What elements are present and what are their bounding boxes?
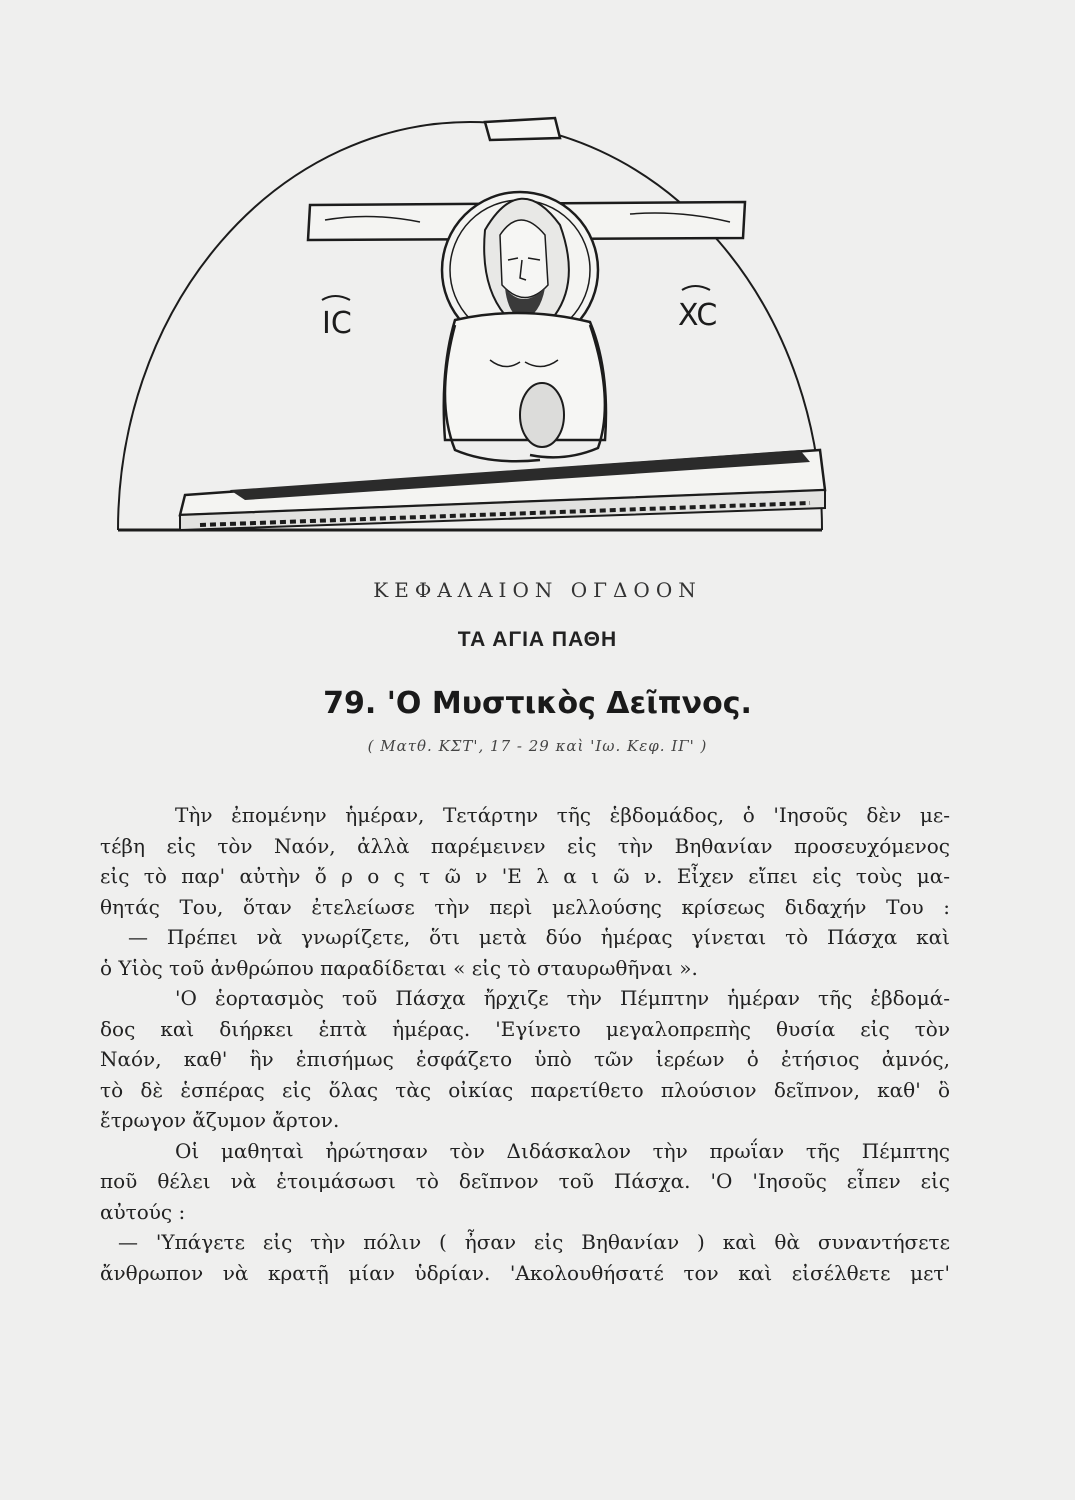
body-line: ἔτρωγον ἄζυμον ἄρτον. [100, 1108, 340, 1132]
body-line: — Πρέπει νὰ γνωρίζετε, ὅτι μετὰ δύο ἡμέρας γίνεται τὸ Πάσχα καὶ [128, 925, 950, 949]
section-title: 79. 'Ο Μυστικὸς Δεῖπνος. [323, 686, 752, 721]
body-line: τὸ δὲ ἑσπέρας εἰς ὅλας τὰς οἰκίας παρετίθετο πλούσιον δεῖπνον, καθ' ὃ [100, 1077, 950, 1102]
part-title: ΤΑ ΑΓΙΑ ΠΑΘΗ [457, 628, 618, 651]
body-line: ποῦ θέλει νὰ ἑτοιμάσωσι τὸ δεῖπνον τοῦ Πάσχα. 'Ο 'Ιησοῦς εἶπεν εἰς [100, 1169, 950, 1193]
body-line: τέβη εἰς τὸν Ναόν, ἀλλὰ παρέμεινεν εἰς τὴν Βηθανίαν προσευχόμενος [100, 833, 950, 858]
body-text [100, 800, 950, 1288]
body-line: Οἱ μαθηταὶ ἠρώτησαν τὸν Διδάσκαλον τὴν πρωΐαν τῆς Πέμπτης [175, 1138, 950, 1163]
body-line: ἄνθρωπον νὰ κρατῇ μίαν ὑδρίαν. 'Ακολουθήσατέ τον καὶ εἰσέλθετε μετ' [100, 1260, 950, 1285]
body-line: θητάς Του, ὅταν ἐτελείωσε τὴν περὶ μελλούσης κρίσεως διδαχήν Του : [100, 894, 950, 919]
body-line: ὁ Υἱὸς τοῦ ἀνθρώπου παραδίδεται « εἰς τὸ σταυρωθῆναι ». [100, 955, 698, 980]
body-line: δος καὶ διήρκει ἑπτὰ ἡμέρας. 'Εγίνετο μεγαλοπρεπὴς θυσία εἰς τὸν [100, 1016, 950, 1041]
chapter-heading: ΚΕΦΑΛΑΙΟΝ ΟΓΔΟΟΝ [373, 578, 702, 602]
scripture-reference: ( Ματθ. ΚΣΤ', 17 - 29 καὶ 'Ιω. Κεφ. ΙΓ' ) [367, 737, 708, 755]
body-line: Τὴν ἐπομένην ἡμέραν, Τετάρτην τῆς ἑβδομάδος, ὁ 'Ιησοῦς δὲν με- [175, 803, 950, 827]
body-line: 'Ο ἑορτασμὸς τοῦ Πάσχα ἤρχιζε τὴν Πέμπτην ἡμέραν τῆς ἑβδομά- [175, 986, 950, 1010]
svg-text:XC: XC [678, 298, 718, 333]
body-line: αὐτούς : [100, 1199, 186, 1224]
body-line: — 'Υπάγετε εἰς τὴν πόλιν ( ἦσαν εἰς Βηθανίαν ) καὶ θὰ συναντήσετε [118, 1230, 950, 1254]
svg-text:IC: IC [322, 306, 352, 341]
body-line: εἰς τὸ παρ' αὐτὴν ὄ ρ ο ς τ ῶ ν 'Ε λ α ι ῶ ν. Εἶχεν εἴπει εἰς τοὺς μα- [100, 864, 950, 888]
christ-icon-illustration [110, 110, 830, 535]
body-line: Ναόν, καθ' ἣν ἐπισήμως ἐσφάζετο ὑπὸ τῶν ἱερέων ὁ ἐτήσιος ἀμνός, [100, 1047, 950, 1071]
